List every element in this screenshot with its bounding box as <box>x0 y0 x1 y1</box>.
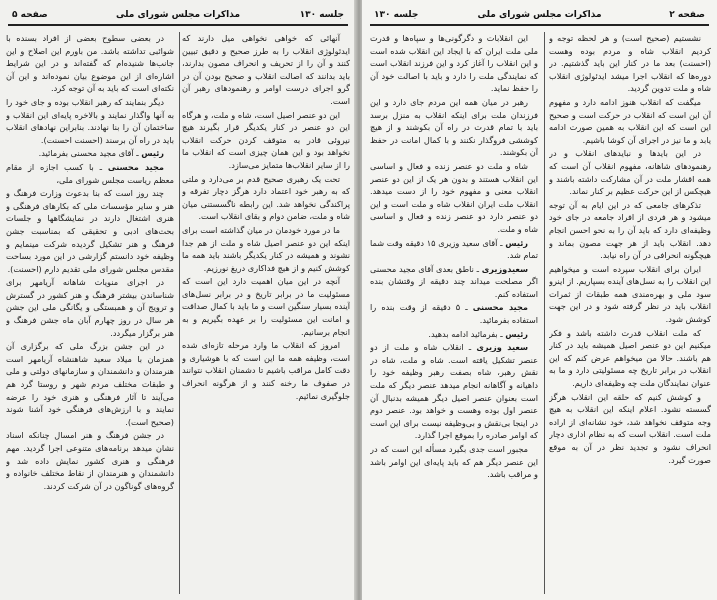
speaker-name: رئیس <box>141 148 164 159</box>
paragraph <box>182 224 350 274</box>
paragraph-text: رهبر در میان همه این مردم جای دارد و این فرزندان ملت برای اینکه انقلاب به منزل برسد باید با تمام قدرت در راه آن بکوشند و از هیچ کوششی فروگذار نکنند و با کمال امانت در حفظ آن بکوشند. <box>370 96 538 158</box>
speaker-name: سعید وزیری <box>476 342 528 353</box>
paragraph <box>370 328 538 341</box>
paragraph-text: چند روز است که بنا بدعوت وزارت فرهنگ و هنر و سایر مؤسسات ملی که بکارهای فرهنگی و هنری اشتغال دارند در نمایشگاهها و جلسات بحث‌های ادبی و تحقیقی که بمناسبت جشن فرهنگ و هنر تشکیل گردیده شرکت مینمایم و وظیفه خود دانستم گزارشی در این مورد بساحت مقدس مجلس شورای ملی تقدیم دارم (احسنت). <box>6 188 174 274</box>
paragraph-text: نشستیم (صحیح است) و هر لحظه توجه و کردیم انقلاب شاه و مردم بوده وهست (احسنت) بعد ما در کنار این باید گذشتیم. در دوره‌ها که انقلاب اجرا میشد ایدئولوژی انقلاب شاه و ملت تدوین گردید. <box>549 33 711 94</box>
paragraph <box>370 443 538 481</box>
paragraph-text: در بعضی سطوح بعضی از افراد بسنده با شوائبی تداشته باشد. من باورم این اصلاح و این جانب‌ها شنیده‌ام که گفته‌اند و در این شرایط اشاره‌ای از این موضوع بیان نموده‌اند و این آن نکته‌ای است که باید به آن توجه کرد. <box>6 33 174 94</box>
paragraph-text: در اجرای منویات شاهانه آریامهر برای شناساندن بیشتر فرهنگ و هنر کشور در گسترش و ترویج آن و همبستگی و یگانگی ملی این جشن هر سال در روز چهارم آبان ماه جشن فرهنگ و هنر برگزار میگردد. <box>6 277 174 338</box>
column-divider <box>544 32 545 594</box>
paragraph-text: ـ با کسب اجازه از مقام معظم ریاست مجلس شورای ملی، <box>6 161 174 185</box>
paragraph <box>549 147 711 197</box>
paragraph-text: آنهائی که خواهی نخواهی میل دارند که ایدئولوژی انقلاب را به طرز صحیح و دقیق تبیین کنند و آن را از تحریف و انحراف مصون بدارند، باید بدانند که اصالت انقلاب و صحیح بودن آن در گرو اجرای درست اوامر و رهنمودهای رهبر آن است. <box>182 33 350 106</box>
paragraph-text: در این جشن بزرگ ملی که برگزاری آن همزمان با میلاد سعید شاهنشاه آریامهر است هنرمندان و دانشمندان و سازمانهای دولتی و ملی و طبقات مختلف مردم شهر و روستا گرد هم می‌آیند تا آثار فرهنگی و هنری خود را عرضه نمایند و با ارزش‌های فرهنگی خود آشنا شوند (صحیح است). <box>6 341 174 427</box>
paragraph <box>549 391 711 467</box>
session-number: جلسه ۱۳۰ <box>299 10 344 20</box>
paragraph <box>370 96 538 159</box>
left-page <box>0 0 356 600</box>
paragraph <box>370 301 538 326</box>
paragraph-text: ـ ناطق بعدی آقای مجید محسنی اگر مصلحت میداند چند دقیقه از وقتشان بنده استفاده کنم. <box>370 263 538 299</box>
paragraph <box>182 109 350 172</box>
paragraph <box>549 263 711 326</box>
paragraph <box>6 429 174 492</box>
paragraph-text: تذکرهای جامعی که در این ایام به آن توجه میشود و هر فردی از افراد جامعه در جای خود وظیفه‌ای دارد که باید آن را به نحو احسن انجام دهد. انقلاب باید از هر جهت مصون بماند و هیچگونه انحرافی در آن راه نیابد. <box>549 199 711 261</box>
paragraph-text: ـ ۵ دقیقه از وقت بنده را استفاده بفرمائید. <box>370 302 538 326</box>
paragraph-text: و کوشش کنیم که حلقه این انقلاب هرگز گسسته نشود. اعلام اینکه این انقلاب به هیچ وجه متوقف نخواهد شد، خود نشانه‌ای از اراده ملت است. انقلاب است که به نظام اداری دچار انحراف نشود و تجدید نظر در آن به موقع صورت گیرد. <box>549 391 711 465</box>
paragraph-text: دیگر بنمایند که رهبر انقلاب بوده و جای خود را به آنها واگذار نمایند و بالاخره پایه‌ای این انقلاب و ساختمان آن را بنا نهادند. بنابراین نهادهای انقلاب باید در راه آن برسند (احسنت احسنت). <box>6 96 174 145</box>
speaker-name: مجید محسنی <box>472 302 528 313</box>
paragraph-text: که ملت انقلاب قدرت داشته باشد و فکر میکنیم این دو عنصر اصیل همیشه باید در کنار هم باشند. حالا من میخواهم عرض کنم که این انقلاب در برابر تاریخ چه مسئولیتی دارد و ما به عنوان نمایندگان ملت چه وظیفه‌ای داریم. <box>549 327 711 389</box>
paragraph <box>182 275 350 338</box>
paragraph-text: مجبور است جدی بگیرد مسأله این است که در این عنصر دیگر هم که باید پایه‌ای این اوامر باشد و مراقب باشد. <box>370 444 538 480</box>
speaker-name: مجید محسنی <box>107 161 164 172</box>
paragraph <box>549 32 711 95</box>
paragraph-text: میگفت که انقلاب هنوز ادامه دارد و مفهوم آن این است که انقلاب در حرکت است و صحیح این است که این انقلاب به همین صورت ادامه یابد و ما نیز در اجرای آن کوشا باشیم. <box>549 96 711 145</box>
speaker-name: رئیس <box>505 328 528 339</box>
paragraph <box>182 339 350 402</box>
paragraph-text: شاه و ملت دو عنصر زنده و فعال و اساسی این انقلاب هستند و بدون هر یک از این دو عنصر انقلاب معنی و مفهوم خود را از دست میدهد. انقلاب ملت ایران انقلاب شاه و ملت است و این دو عنصر دارد دو عنصر زنده و فعال و اساسی شاه و ملت. <box>370 160 538 234</box>
paragraph-text: این انقلابات و دگرگونی‌ها و سپاه‌ها و قدرت ملی ملت ایران که با ایجاد این انقلاب شده است و این انقلاب را آغاز کرد و این فرزند انقلاب است که نمایندگی ملت را دارد و باید با اصالت خود آن را حفظ نماید. <box>370 33 538 94</box>
paragraph-text: آنچه در این میان اهمیت دارد این است که مسئولیت ما در برابر تاریخ و در برابر نسل‌های آینده بسیار سنگین است و ما باید با کمال صداقت و امانت این مسئولیت را بر عهده بگیریم و به انجام برسانیم. <box>182 276 350 337</box>
session-number: جلسه ۱۳۰ <box>374 10 419 20</box>
page-header <box>370 8 709 26</box>
paragraph <box>370 32 538 95</box>
paragraph <box>549 96 711 146</box>
paragraph-text: در این بایدها و نبایدهای انقلاب و در رهنمودهای شاهانه، مفهوم انقلاب آن است که همه اقشار ملت در آن مشارکت داشته باشند و هیچکس از این حرکت عظیم بر کنار نماند. <box>549 148 711 197</box>
paragraph <box>6 187 174 275</box>
paragraph <box>370 160 538 236</box>
paragraph <box>370 341 538 442</box>
running-title: مذاکرات مجلس شورای ملی <box>477 10 602 20</box>
paragraph <box>370 237 538 262</box>
paragraph-text: امروز که انقلاب ما وارد مرحله تازه‌ای شده است، وظیفه همه ما این است که با هوشیاری و دقت کامل مراقب باشیم تا دشمنان انقلاب نتوانند در صفوف ما رخنه کنند و از هرگونه انحراف جلوگیری نمائیم. <box>182 340 350 401</box>
paragraph-text: ما در مورد خودمان در میان گذاشته است برای اینکه این دو عنصر اصیل شاه و ملت از هم جدا نشوند و همیشه در کنار یکدیگر باشند باید همه ما کوشش کنیم و از هیچ فداکاری دریغ نورزیم. <box>182 224 350 273</box>
paragraph <box>549 327 711 390</box>
paragraph-text: ایران برای انقلاب سپرده است و میخواهیم این انقلاب را به نسل‌های آینده بسپاریم. از اینرو سود ملی و بهره‌مندی همه طبقات از ثمرات انقلاب باید در نظر گرفته شود و در این جهت کوشش شود. <box>549 263 711 325</box>
speaker-name: سعیدوزیری <box>481 263 529 274</box>
paragraph-text: این دو عنصر اصیل است، شاه و ملت، و هرگاه این دو عنصر در کنار یکدیگر قرار بگیرند هیچ نیروئی قادر به متوقف کردن حرکت انقلاب نخواهد بود و این همان چیزی است که انقلاب ما را از سایر انقلاب‌ها متمایز می‌سازد. <box>182 109 350 170</box>
text-column-left <box>370 32 538 596</box>
page-header <box>8 8 348 26</box>
paragraph <box>182 32 350 108</box>
paragraph <box>6 96 174 146</box>
paragraph <box>182 173 350 223</box>
paragraph <box>370 263 538 301</box>
paragraph <box>6 32 174 95</box>
paragraph-text: در جشن فرهنگ و هنر امسال چنانکه اسناد نشان میدهد برنامه‌های متنوعی اجرا گردید. مهم فرهنگی و هنری کشور نمایش داده شد و دانشمندان و هنرمندان از نقاط مختلف خانواده و گروه‌های گوناگون در آن شرکت کردند. <box>6 430 174 491</box>
text-column-right <box>549 32 711 596</box>
text-column-right <box>182 32 350 596</box>
paragraph <box>6 340 174 428</box>
paragraph <box>6 147 174 160</box>
paragraph <box>549 199 711 262</box>
speaker-name: رئیس <box>505 237 528 248</box>
paragraph-text: تحت یک رهبری صحیح قدم بر می‌دارد و ملتی که به رهبر خود اعتماد دارد هرگز دچار تفرقه و پراکندگی نخواهد شد. این رابطه ناگسستنی میان شاه و ملت، ضامن دوام و بقای انقلاب است. <box>182 173 350 222</box>
paragraph-text: ـ انقلاب شاه و ملت از دو عنصر تشکیل یافته است. شاه و ملت، شاه در نقش رهبر، شاه بصفت رهبر وظیفه خود را داهیانه و آگاهانه انجام میدهد عنصر دیگر که ملت است بعنوان عنصر اصیل دیگر همیشه بدنبال آن عنصر اول بوده وهست و خواهد بود. عنصر دوم در اینجا بی‌نقش و بی‌وظیفه نیست برای این است که اوامر صادره را بموقع اجرا گذارد. <box>370 342 538 441</box>
page-number: صفحه ۵ <box>12 10 48 20</box>
text-column-left <box>6 32 174 596</box>
paragraph-text: ـ آقای سعید وزیری ۱۵ دقیقه وقت شما تمام شد. <box>370 237 538 261</box>
paragraph-text: ـ آقای مجید محسنی بفرمائید. <box>38 148 139 159</box>
paragraph <box>6 161 174 186</box>
running-title: مذاکرات مجلس شورای ملی <box>115 10 241 20</box>
paragraph <box>6 276 174 339</box>
right-page <box>362 0 717 600</box>
paragraph-text: ـ بفرمائید ادامه بدهید. <box>428 328 503 339</box>
column-divider <box>179 32 180 594</box>
page-number: صفحه ۲ <box>669 10 705 20</box>
